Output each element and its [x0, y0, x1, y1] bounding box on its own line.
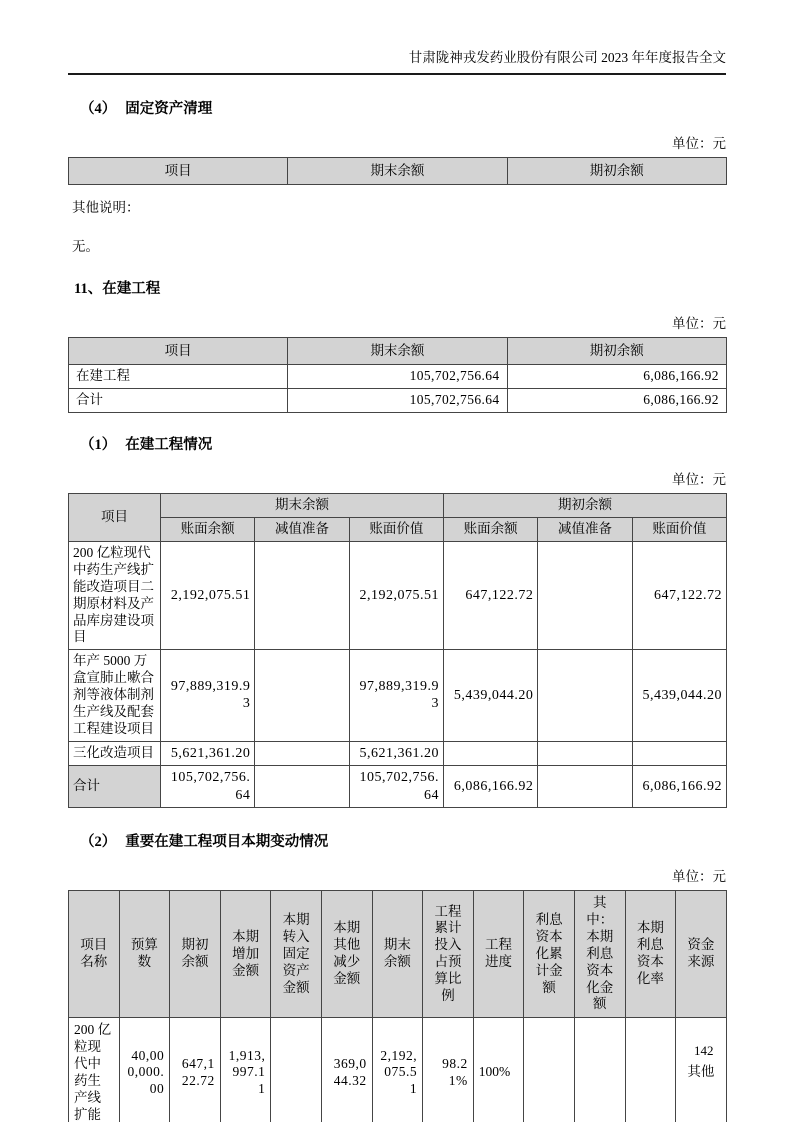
column-header-item: 项目 [69, 494, 161, 542]
column-header-item: 项目 [69, 158, 288, 185]
column-group-ending: 期末余额 [161, 494, 444, 518]
cip-detail-table [68, 493, 727, 808]
cell-ending-impairment [255, 741, 349, 766]
cell-ending-book-value: 97,889,319.93 [349, 650, 443, 741]
table-row [69, 1018, 727, 1122]
column-group-beginning: 期初余额 [444, 494, 727, 518]
none-text: 无。 [72, 239, 99, 254]
column-header-transferred-to-fixed-assets: 本期转入固定资产金额 [271, 891, 322, 1018]
cell-beginning-book-value: 5,439,044.20 [632, 650, 726, 741]
cell-ending-book-value: 105,702,756.64 [349, 766, 443, 808]
section-heading-cip-detail [80, 433, 726, 454]
cell-ending-impairment [255, 766, 349, 808]
column-header-book-balance: 账面余额 [161, 518, 255, 542]
column-header-current-increase: 本期增加金额 [220, 891, 271, 1018]
cell-ending-book-balance: 97,889,319.93 [161, 650, 255, 741]
column-header-ending-balance: 期末余额 [288, 158, 507, 185]
column-header-budget: 预算数 [119, 891, 170, 1018]
cell-ending-book-balance: 2,192,075.51 [161, 542, 255, 650]
section-number: （4） [80, 101, 117, 117]
column-header-investment-to-budget-ratio: 工程累计投入占预算比例 [423, 891, 474, 1018]
column-header-project-name: 项目名称 [69, 891, 120, 1018]
table-row [69, 650, 727, 741]
cell-funding-source: 其他 [676, 1018, 727, 1122]
cell-capitalized-interest-accumulated [524, 1018, 575, 1122]
column-header-book-balance: 账面余额 [444, 518, 538, 542]
cell-beginning-book-value: 6,086,166.92 [632, 766, 726, 808]
column-header-item: 项目 [69, 338, 288, 365]
fixed-asset-disposal-table [68, 157, 727, 185]
column-header-beginning-balance: 期初余额 [507, 338, 726, 365]
unit-label: 单位：元 [672, 316, 726, 331]
table-row-total [69, 766, 727, 808]
cip-changes-table [68, 890, 727, 1122]
column-header-book-value: 账面价值 [632, 518, 726, 542]
cell-other-decrease: 369,044.32 [321, 1018, 372, 1122]
column-header-ending-balance: 期末余额 [372, 891, 423, 1018]
cell-current-increase: 1,913,997.11 [220, 1018, 271, 1122]
table-row [69, 741, 727, 766]
column-header-progress: 工程进度 [473, 891, 524, 1018]
column-header-impairment: 减值准备 [255, 518, 349, 542]
cell-project-name: 三化改造项目 [69, 741, 161, 766]
column-header-beginning-balance: 期初余额 [170, 891, 221, 1018]
page-header [68, 50, 726, 75]
column-header-capitalized-interest-current: 其中：本期利息资本化金额 [574, 891, 625, 1018]
report-header-title: 甘肃陇神戎发药业股份有限公司 2023 年年度报告全文 [408, 50, 726, 65]
table-subheader-row [69, 518, 727, 542]
cell-item: 在建工程 [69, 365, 288, 389]
table-row [69, 542, 727, 650]
cell-project-name: 200 亿粒现代中药生产线扩能 [69, 1018, 120, 1122]
cell-capitalization-rate [625, 1018, 676, 1122]
table-row-total [69, 389, 727, 413]
cell-ending-impairment [255, 542, 349, 650]
cell-beginning-balance: 6,086,166.92 [507, 365, 726, 389]
column-header-capitalization-rate: 本期利息资本化率 [625, 891, 676, 1018]
section-number: （1） [80, 437, 117, 453]
cell-ending-balance: 2,192,075.51 [372, 1018, 423, 1122]
column-header-beginning-balance: 期初余额 [507, 158, 726, 185]
cell-investment-to-budget-ratio: 98.21% [423, 1018, 474, 1122]
cell-ending-book-balance: 5,621,361.20 [161, 741, 255, 766]
column-header-funding-source: 资金来源 [676, 891, 727, 1018]
page-number: 142 [694, 1043, 714, 1058]
cell-project-name: 200 亿粒现代中药生产线扩能改造项目二期原材料及产品库房建设项目 [69, 542, 161, 650]
cell-progress: 100% [473, 1018, 524, 1122]
cell-total-label: 合计 [69, 766, 161, 808]
cell-beginning-impairment [538, 766, 632, 808]
cip-summary-table [68, 337, 727, 413]
cell-ending-balance: 105,702,756.64 [288, 365, 507, 389]
cell-beginning-book-balance: 6,086,166.92 [444, 766, 538, 808]
cell-beginning-balance: 6,086,166.92 [507, 389, 726, 413]
column-header-impairment: 减值准备 [538, 518, 632, 542]
column-header-other-decrease: 本期其他减少金额 [321, 891, 372, 1018]
column-header-capitalized-interest-accumulated: 利息资本化累计金额 [524, 891, 575, 1018]
other-note-label: 其他说明： [72, 200, 140, 215]
column-header-book-value: 账面价值 [349, 518, 443, 542]
table-header-row [69, 494, 727, 518]
page-content [68, 0, 726, 1122]
section-heading-cip-changes [80, 830, 726, 851]
cell-beginning-book-balance: 5,439,044.20 [444, 650, 538, 741]
cell-budget: 40,000,000.00 [119, 1018, 170, 1122]
table-header-row [69, 338, 727, 365]
unit-label: 单位：元 [672, 136, 726, 151]
section-title: 重要在建工程项目本期变动情况 [125, 834, 329, 851]
cell-transferred-to-fixed-assets [271, 1018, 322, 1122]
section-title: 在建工程情况 [125, 437, 213, 453]
cell-project-name: 年产 5000 万盒宣肺止嗽合剂等液体制剂生产线及配套工程建设项目 [69, 650, 161, 741]
section-title: 固定资产清理 [125, 101, 213, 117]
section-number: （2） [80, 834, 117, 851]
unit-label: 单位：元 [672, 472, 726, 487]
cell-ending-book-balance: 105,702,756.64 [161, 766, 255, 808]
section-heading-fixed-asset-disposal [80, 97, 726, 118]
cell-beginning-impairment [538, 650, 632, 741]
unit-label: 单位：元 [672, 869, 726, 885]
cell-beginning-impairment [538, 741, 632, 766]
cell-ending-book-value: 2,192,075.51 [349, 542, 443, 650]
table-row [69, 365, 727, 389]
cell-beginning-book-value [632, 741, 726, 766]
table-header-row [69, 891, 727, 1018]
cell-ending-balance: 105,702,756.64 [288, 389, 507, 413]
cell-capitalized-interest-current [574, 1018, 625, 1122]
cell-beginning-impairment [538, 542, 632, 650]
cell-item: 合计 [69, 389, 288, 413]
cell-ending-impairment [255, 650, 349, 741]
cell-ending-book-value: 5,621,361.20 [349, 741, 443, 766]
cell-beginning-balance: 647,122.72 [170, 1018, 221, 1122]
section-title: 11、在建工程 [74, 281, 161, 297]
cell-beginning-book-value: 647,122.72 [632, 542, 726, 650]
column-header-ending-balance: 期末余额 [288, 338, 507, 365]
cell-beginning-book-balance: 647,122.72 [444, 542, 538, 650]
section-heading-cip [74, 277, 726, 298]
table-header-row [69, 158, 727, 185]
cell-beginning-book-balance [444, 741, 538, 766]
